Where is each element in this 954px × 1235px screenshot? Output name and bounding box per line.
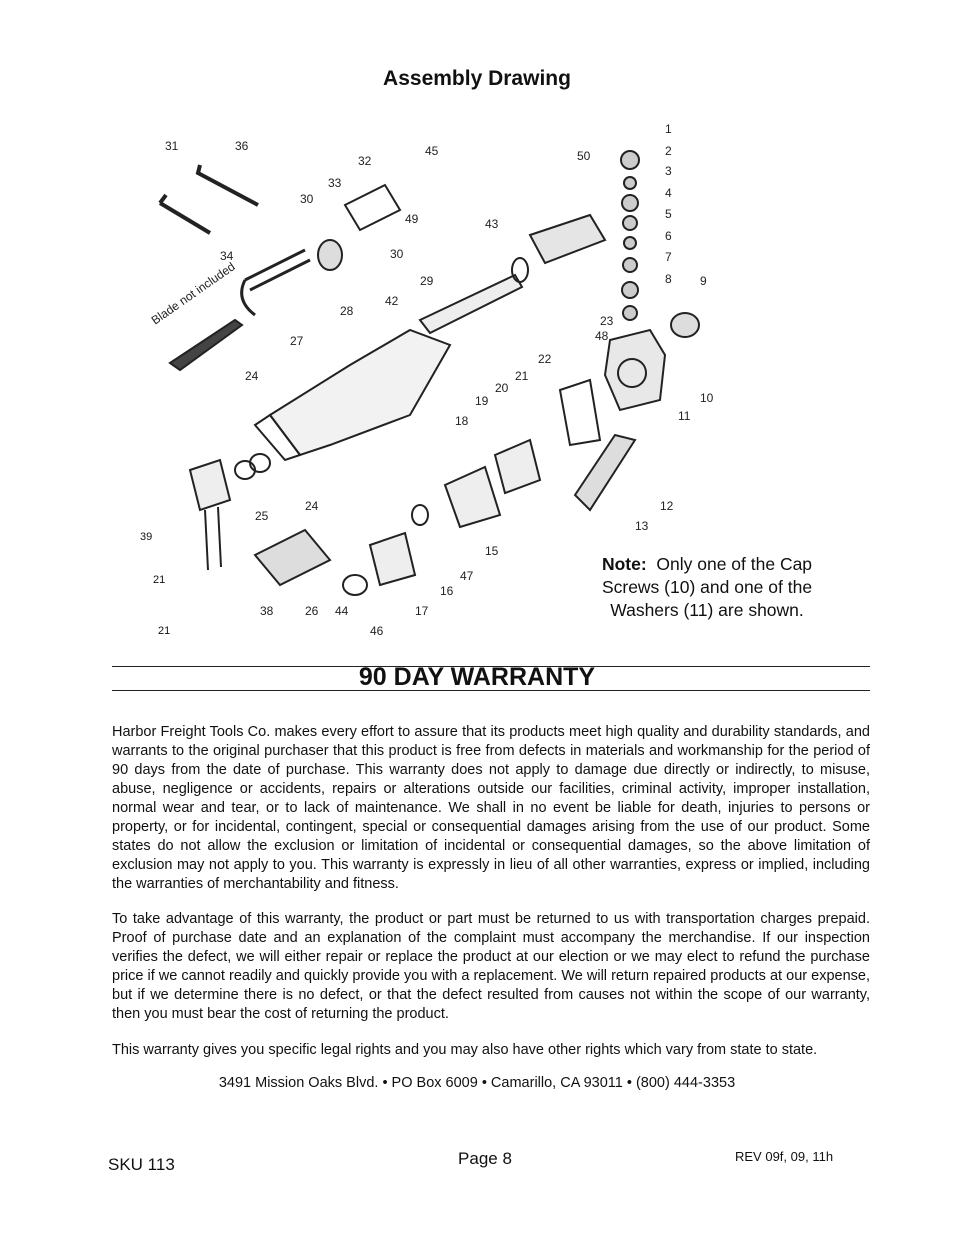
- svg-text:22: 22: [538, 352, 552, 366]
- warranty-paragraph-1: Harbor Freight Tools Co. makes every effort to assure that its products meet high quality and durability standards, and warrants to the original purchaser that this product is free from defects in materials and workmanship for the period of 90 days from the date of purchase. This warranty does not apply to damage due directly or indirectly, to misuse, abuse, negligence or accidents, repairs or alterations outside our facilities, criminal activity, improper installation, normal wear and tear, or to lack of maintenance. We shall in no event be liable for death, injuries to persons or property, or for incidental, contingent, special or consequential damages arising from the use of our product. Some states do not allow the exclusion or limitation of incidental or consequential damages, so the above limitation of exclusion may not apply to you. This warranty is expressly in lieu of all other warranties, express or implied, including the warranties of merchantability and fitness.: [112, 724, 870, 892]
- svg-text:44: 44: [335, 604, 349, 618]
- svg-text:4: 4: [665, 186, 672, 200]
- svg-text:7: 7: [665, 250, 672, 264]
- svg-text:34: 34: [220, 249, 234, 263]
- svg-text:5: 5: [665, 207, 672, 221]
- svg-text:15: 15: [485, 544, 499, 558]
- svg-text:20: 20: [495, 381, 509, 395]
- svg-text:45: 45: [425, 144, 439, 158]
- svg-text:29: 29: [420, 274, 434, 288]
- warranty-title: 90 DAY WARRANTY: [358, 663, 596, 691]
- part-label-39: 39: [140, 531, 153, 543]
- company-address: 3491 Mission Oaks Blvd. • PO Box 6009 • Camarillo, CA 93011 • (800) 444-3353: [218, 1075, 736, 1091]
- svg-text:18: 18: [455, 414, 469, 428]
- svg-text:31: 31: [165, 139, 179, 153]
- part-label-21: 21: [153, 574, 166, 586]
- drawing-note: [583, 553, 831, 622]
- svg-text:43: 43: [485, 217, 499, 231]
- warranty-paragraph-3: This warranty gives you specific legal rights and you may also have other rights which vary from state to state.: [112, 1042, 818, 1058]
- svg-text:33: 33: [328, 176, 342, 190]
- svg-text:12: 12: [660, 499, 674, 513]
- svg-text:24: 24: [245, 369, 259, 383]
- svg-text:9: 9: [700, 274, 707, 288]
- svg-text:32: 32: [358, 154, 372, 168]
- svg-text:10: 10: [700, 391, 714, 405]
- note-label: Note:: [601, 554, 647, 574]
- revision: REV 09f, 09, 11h: [735, 1149, 834, 1164]
- svg-text:28: 28: [340, 304, 354, 318]
- svg-text:50: 50: [577, 149, 591, 163]
- warranty-paragraph-2: To take advantage of this warranty, the product or part must be returned to us with transportation charges prepaid. Proof of purchase date and an explanation of the complaint must accompany the merchandise. If our inspection verifies the defect, we will either repair or replace the product at our election or we may elect to refund the purchase price if we cannot readily and quickly provide you with a replacement. We will return repaired products at our expense, but if we determine there is no defect, or that the defect resulted from causes not within the scope of our warranty, then you must bear the cost of returning the product.: [112, 911, 870, 1022]
- svg-text:26: 26: [305, 604, 319, 618]
- svg-text:24: 24: [305, 499, 319, 513]
- svg-text:48: 48: [595, 329, 609, 343]
- svg-text:8: 8: [665, 272, 672, 286]
- svg-text:47: 47: [460, 569, 474, 583]
- page-title: Assembly Drawing: [383, 67, 571, 90]
- svg-text:42: 42: [385, 294, 399, 308]
- svg-text:2: 2: [665, 144, 672, 158]
- svg-text:23: 23: [600, 314, 614, 328]
- page-number: Page 8: [458, 1149, 512, 1168]
- sku-number: SKU 113: [108, 1155, 175, 1174]
- svg-text:21: 21: [515, 369, 529, 383]
- svg-text:49: 49: [405, 212, 419, 226]
- svg-text:27: 27: [290, 334, 304, 348]
- svg-text:6: 6: [665, 229, 672, 243]
- svg-text:36: 36: [235, 139, 249, 153]
- blade-note: Blade not included: [148, 259, 238, 328]
- rule-bottom: [112, 690, 870, 691]
- svg-text:1: 1: [665, 122, 672, 136]
- svg-text:17: 17: [415, 604, 429, 618]
- svg-text:38: 38: [260, 604, 274, 618]
- svg-text:25: 25: [255, 509, 269, 523]
- svg-text:19: 19: [475, 394, 489, 408]
- svg-text:30: 30: [300, 192, 314, 206]
- svg-text:13: 13: [635, 519, 649, 533]
- svg-text:11: 11: [678, 409, 691, 423]
- svg-text:46: 46: [370, 624, 384, 638]
- note-text: Only one of the Cap Screws (10) and one of the Washers (11) are shown.: [601, 554, 813, 620]
- svg-text:3: 3: [665, 164, 672, 178]
- svg-text:16: 16: [440, 584, 454, 598]
- part-label-21b: 21: [158, 625, 171, 637]
- svg-text:30: 30: [390, 247, 404, 261]
